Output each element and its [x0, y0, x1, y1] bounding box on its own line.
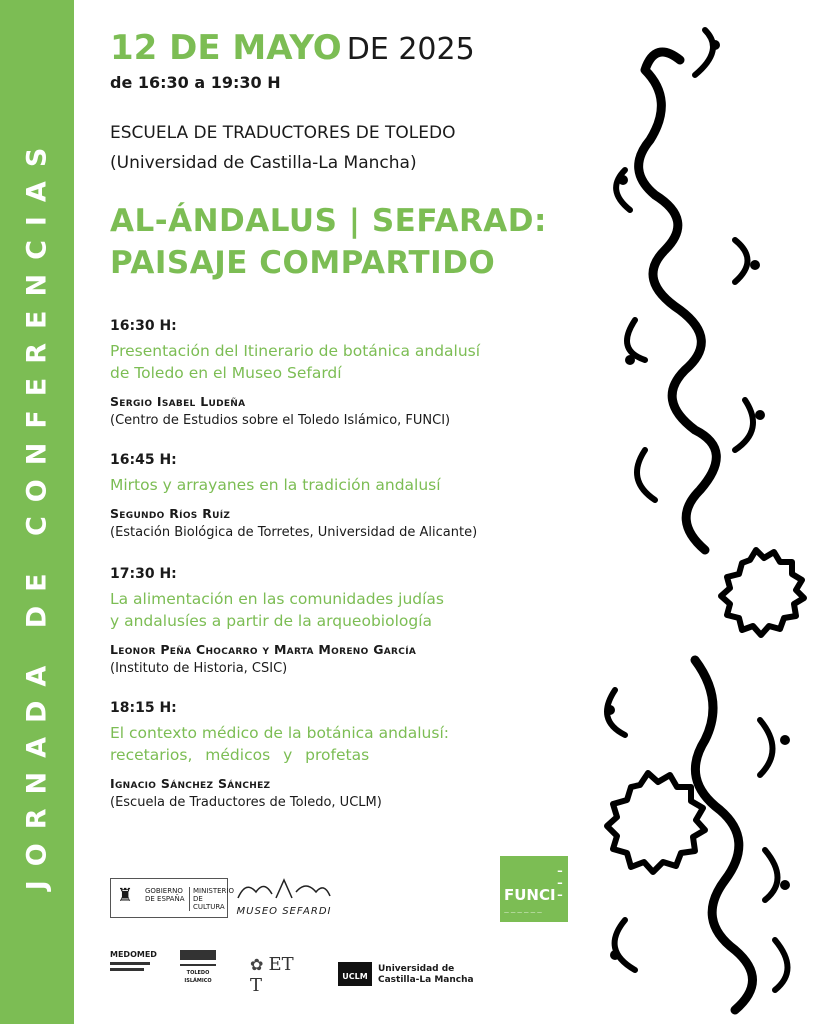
toledo-islamico-label: TOLEDO ISLÁMICO: [184, 970, 212, 984]
title-line-2: PAISAJE COMPARTIDO: [110, 245, 496, 281]
uclm-logo: [338, 962, 488, 988]
calligraphy-artwork: [585, 20, 825, 1024]
title-line-1: AL-ÁNDALUS | SEFARAD:: [110, 203, 547, 239]
funci-sub-mark: — — — — — —: [504, 910, 542, 916]
toledo-islamico-logo: [176, 950, 220, 990]
medomed-rule: [110, 968, 144, 971]
session-title-line: de Toledo en el Museo Sefardí: [110, 364, 342, 382]
coat-of-arms-icon: ♜: [117, 885, 134, 906]
venue: [110, 118, 455, 178]
funci-arabic-mark: ـ ـ ـ: [557, 861, 562, 899]
session-time: 18:15 H:: [110, 700, 177, 716]
date-year: DE 2025: [346, 32, 475, 67]
session-title: [110, 340, 580, 384]
venue-name: ESCUELA DE TRADUCTORES DE TOLEDO: [110, 123, 456, 143]
date-main: 12 DE MAYO: [110, 28, 342, 68]
session-title-line: recetarios, médicos y profetas: [110, 746, 370, 764]
medomed-label: MEDOMED: [110, 950, 157, 959]
uclm-name-line: Universidad de: [378, 964, 455, 974]
uclm-name: [378, 964, 474, 986]
museo-sefardi-logo: [236, 876, 332, 918]
session-affiliation: (Escuela de Traductores de Toledo, UCLM): [110, 795, 382, 810]
session-affiliation: (Estación Biológica de Torretes, Universidad de Alicante): [110, 525, 478, 540]
uclm-name-line: Castilla-La Mancha: [378, 975, 474, 985]
medomed-logo: [110, 950, 156, 990]
escuela-traductores-logo: [250, 954, 306, 996]
session-title-line: y andalusíes a partir de la arqueobiología: [110, 612, 433, 630]
session-title: [110, 722, 580, 766]
session-affiliation: (Centro de Estudios sobre el Toledo Islámico, FUNCI): [110, 413, 451, 428]
session-title-line: El contexto médico de la botánica andalusí:: [110, 724, 449, 742]
event-time: de 16:30 a 19:30 H: [110, 73, 281, 92]
session-speaker: Sergio Isabel Ludeña: [110, 394, 246, 409]
gobierno-label: GOBIERNO DE ESPAÑA: [145, 887, 185, 903]
museo-ornament-icon: [236, 876, 332, 902]
session-item: [110, 566, 580, 679]
session-title: [110, 588, 580, 632]
session-title-line: Mirtos y arrayanes en la tradición andalusí: [110, 476, 441, 494]
session-item: [110, 318, 580, 431]
session-time: 16:30 H:: [110, 318, 177, 334]
session-time: 16:45 H:: [110, 452, 177, 468]
uclm-badge: UCLM: [338, 962, 372, 986]
session-title-line: La alimentación en las comunidades judías: [110, 590, 444, 608]
session-title-line: Presentación del Itinerario de botánica andalusí: [110, 342, 481, 360]
session-speaker: Ignacio Sánchez Sánchez: [110, 776, 271, 791]
museo-label: MUSEO SEFARDI: [236, 906, 332, 917]
session-affiliation: (Instituto de Historia, CSIC): [110, 661, 288, 676]
session-item: [110, 452, 580, 543]
sidebar-band: [0, 0, 74, 1024]
funci-logo: [500, 856, 568, 922]
page-title: [110, 200, 547, 284]
event-date: [110, 28, 475, 68]
venue-university: (Universidad de Castilla-La Mancha): [110, 153, 417, 173]
session-speaker: Segundo Ríos Ruíz: [110, 506, 231, 521]
ett-label: ET T: [250, 954, 294, 996]
session-speaker: Leonor Peña Chocarro y Marta Moreno García: [110, 642, 417, 657]
session-item: [110, 700, 580, 813]
sidebar-label: JORNADA DE CONFERENCIAS: [21, 133, 53, 891]
medomed-rule: [110, 962, 150, 965]
arch-rule: [180, 964, 216, 966]
session-time: 17:30 H:: [110, 566, 177, 582]
session-title: [110, 474, 580, 496]
flower-icon: ✿: [250, 955, 264, 974]
funci-label: FUNCI: [504, 886, 556, 904]
gobierno-logo: [110, 878, 234, 918]
arch-icon: [180, 950, 216, 960]
ministerio-label: MINISTERIO DE CULTURA: [189, 887, 229, 911]
